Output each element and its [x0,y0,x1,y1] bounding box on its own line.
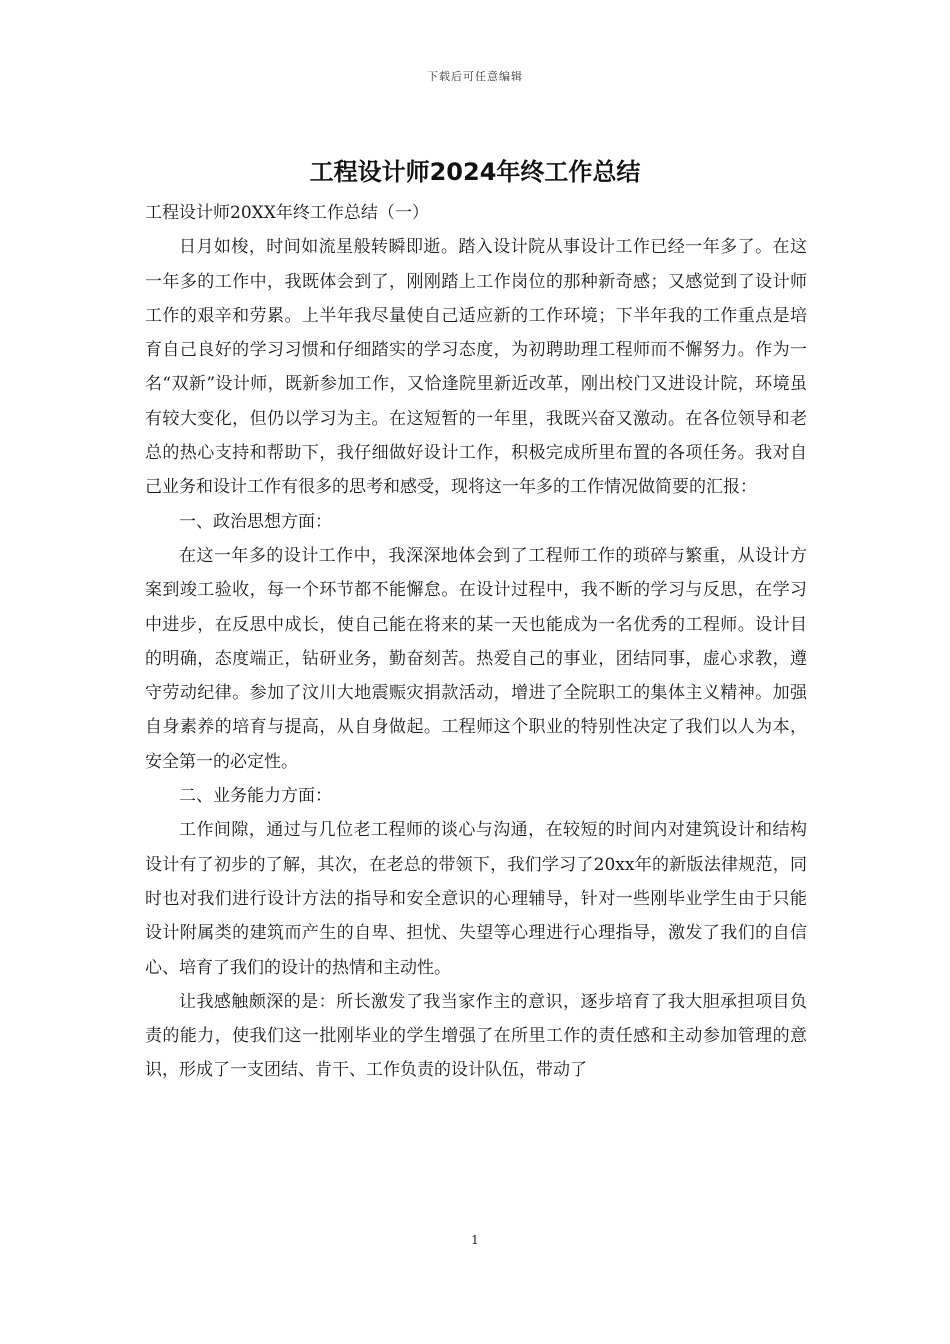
paragraph-intro: 日月如梭，时间如流星般转瞬即逝。踏入设计院从事设计工作已经一年多了。在这一年多的工作中，我既体会到了，刚刚踏上工作岗位的那种新奇感；又感觉到了设计师工作的艰辛和劳累。上半年我尽量使自己适应新的工作环境；下半年我的工作重点是培育自己良好的学习习惯和仔细踏实的学习态度，为初聘助理工程师而不懈努力。作为一名“双新”设计师，既新参加工作，又恰逢院里新近改革，刚出校门又进设计院，环境虽有较大变化，但仍以学习为主。在这短暂的一年里，我既兴奋又激动。在各位领导和老总的热心支持和帮助下，我仔细做好设计工作，积极完成所里布置的各项任务。我对自己业务和设计工作有很多的思考和感受，现将这一年多的工作情况做简要的汇报： [145,237,807,498]
section-heading-political: 一、政治思想方面： [179,511,332,532]
document-title: 工程设计师2024年终工作总结 [309,158,641,186]
paragraph-impression: 让我感触颇深的是：所长激发了我当家作主的意识，逐步培育了我大胆承担项目负责的能力，使我们这一批刚毕业的学生增强了在所里工作的责任感和主动参加管理的意识，形成了一支团结、肯干、工作负责的设计队伍，带动了 [145,991,807,1081]
section-subtitle: 工程设计师20XX年终工作总结（一） [145,203,429,223]
document-body [145,196,807,1088]
section-heading-business: 二、业务能力方面： [179,786,332,807]
paragraph-business: 工作间隙，通过与几位老工程师的谈心与沟通，在较短的时间内对建筑设计和结构设计有了初步的了解，其次，在老总的带领下，我们学习了20xx年的新版法律规范，同时也对我们进行设计方法的指导和安全意识的心理辅导，针对一些刚毕业学生由于只能设计附属类的建筑而产生的自卑、担忧、失望等心理进行心理指导，激发了我们的自信心、培育了我们的设计的热情和主动性。 [145,820,807,978]
page-number: 1 [471,1233,479,1247]
header-note: 下载后可任意编辑 [427,70,523,83]
paragraph-political: 在这一年多的设计工作中，我深深地体会到了工程师工作的琐碎与繁重，从设计方案到竣工验收，每一个环节都不能懈怠。在设计过程中，我不断的学习与反思，在学习中进步，在反思中成长，使自己能在将来的某一天也能成为一名优秀的工程师。设计目的明确，态度端正，钻研业务，勤奋刻苦。热爱自己的事业，团结同事，虚心求教，遵守劳动纪律。参加了汶川大地震赈灾捐款活动，增进了全院职工的集体主义精神。加强自身素养的培育与提高，从自身做起。工程师这个职业的特别性决定了我们以人为本，安全第一的必定性。 [145,545,807,772]
